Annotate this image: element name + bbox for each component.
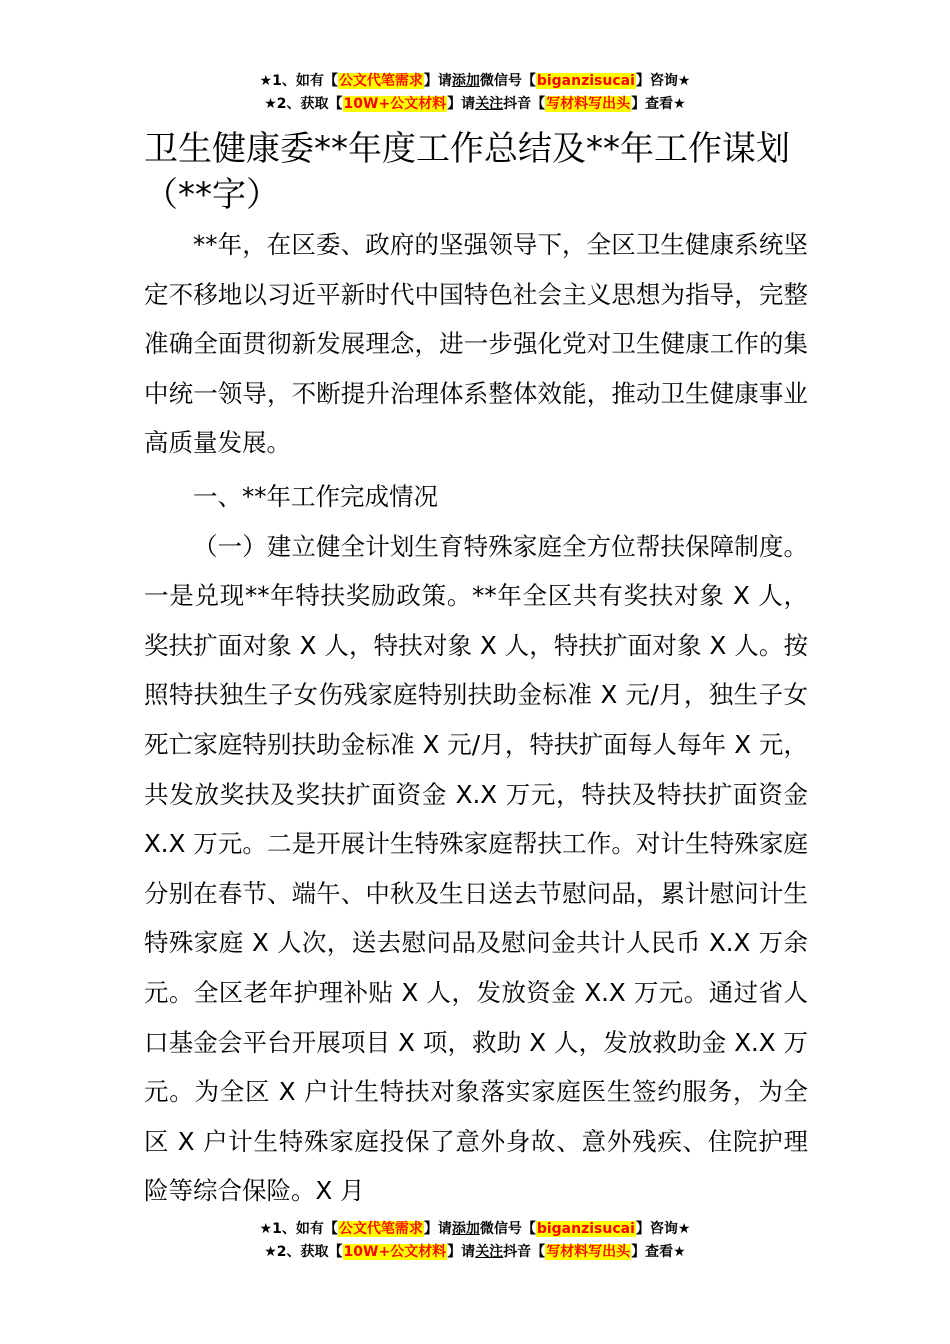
banner-text: ★2、获取【	[264, 1244, 343, 1260]
banner-text: 微信号【	[479, 1221, 536, 1237]
banner-text: ★2、获取【	[264, 96, 343, 112]
banner-line-1	[0, 1218, 950, 1241]
banner-underlined-text: 关注	[475, 1244, 504, 1260]
banner-underlined-text: 添加	[451, 73, 480, 89]
banner-text: 】请	[423, 73, 452, 89]
banner-text: 】查看★	[631, 96, 686, 112]
footer-banner	[0, 1218, 950, 1264]
banner-line-2	[0, 1241, 950, 1264]
banner-highlight-service: 公文代笔需求	[338, 1221, 423, 1237]
banner-highlight-wechat-id: biganzisucai	[536, 1221, 635, 1237]
banner-text: 微信号【	[479, 73, 536, 89]
paragraph-intro: **年，在区委、政府的坚强领导下，全区卫生健康系统坚定不移地以习近平新时代中国特色社会主义思想为指导，完整准确全面贯彻新发展理念，进一步强化党对卫生健康工作的集中统一领导，不断提升治理体系整体效能，推动卫生健康事业高质量发展。	[144, 230, 808, 458]
banner-text: 】请	[447, 96, 476, 112]
banner-highlight-materials: 10W+公文材料	[343, 96, 447, 112]
document-title: 卫生健康委**年度工作总结及**年工作谋划（**字）	[144, 129, 790, 215]
banner-underlined-text: 添加	[451, 1221, 480, 1237]
paragraph-section-1: （一）建立健全计划生育特殊家庭全方位帮扶保障制度。一是兑现**年特扶奖励政策。**年全区共有奖扶对象 X 人，奖扶扩面对象 X 人，特扶对象 X 人，特扶扩面对象 X 人。按照特扶独生子女伤残家庭特别扶助金标准 X 元/月，独生子女死亡家庭特别扶助金标准 X 元/月，特扶扩面每人每年 X 元，共发放奖扶及奖扶扩面资金 X.X 万元，特扶及特扶扩面资金 X.X 万元。二是开展计生特殊家庭帮扶工作。对计生特殊家庭分别在春节、端午、中秋及生日送去节慰问品，累计慰问计生特殊家庭 X 人次，送去慰问品及慰问金共计人民币 X.X 万余元。全区老年护理补贴 X 人，发放资金 X.X 万元。通过省人口基金会平台开展项目 X 项，救助 X 人，发放救助金 X.X 万元。为全区 X 户计生特扶对象落实家庭医生签约服务，为全区 X 户计生特殊家庭投保了意外身故、意外残疾、住院护理险等综合保险。X 月	[144, 531, 808, 1206]
banner-highlight-service: 公文代笔需求	[338, 73, 423, 89]
section-heading: 一、**年工作完成情况	[193, 481, 438, 511]
banner-text: 】咨询★	[635, 73, 691, 89]
banner-text: 抖音【	[503, 1244, 546, 1260]
banner-line-2	[0, 93, 950, 116]
banner-text: 】请	[447, 1244, 476, 1260]
banner-text: 抖音【	[503, 96, 546, 112]
banner-text: 】咨询★	[635, 1221, 691, 1237]
banner-text: 】查看★	[631, 1244, 686, 1260]
header-banner	[0, 70, 950, 116]
banner-highlight-wechat-id: biganzisucai	[536, 73, 635, 89]
document-body	[144, 220, 808, 1216]
banner-underlined-text: 关注	[475, 96, 504, 112]
banner-text: ★1、如有【	[259, 73, 338, 89]
banner-highlight-materials: 10W+公文材料	[343, 1244, 447, 1260]
banner-line-1	[0, 70, 950, 93]
banner-text: ★1、如有【	[259, 1221, 338, 1237]
banner-highlight-douyin: 写材料写出头	[546, 96, 631, 112]
banner-highlight-douyin: 写材料写出头	[546, 1244, 631, 1260]
banner-text: 】请	[423, 1221, 452, 1237]
